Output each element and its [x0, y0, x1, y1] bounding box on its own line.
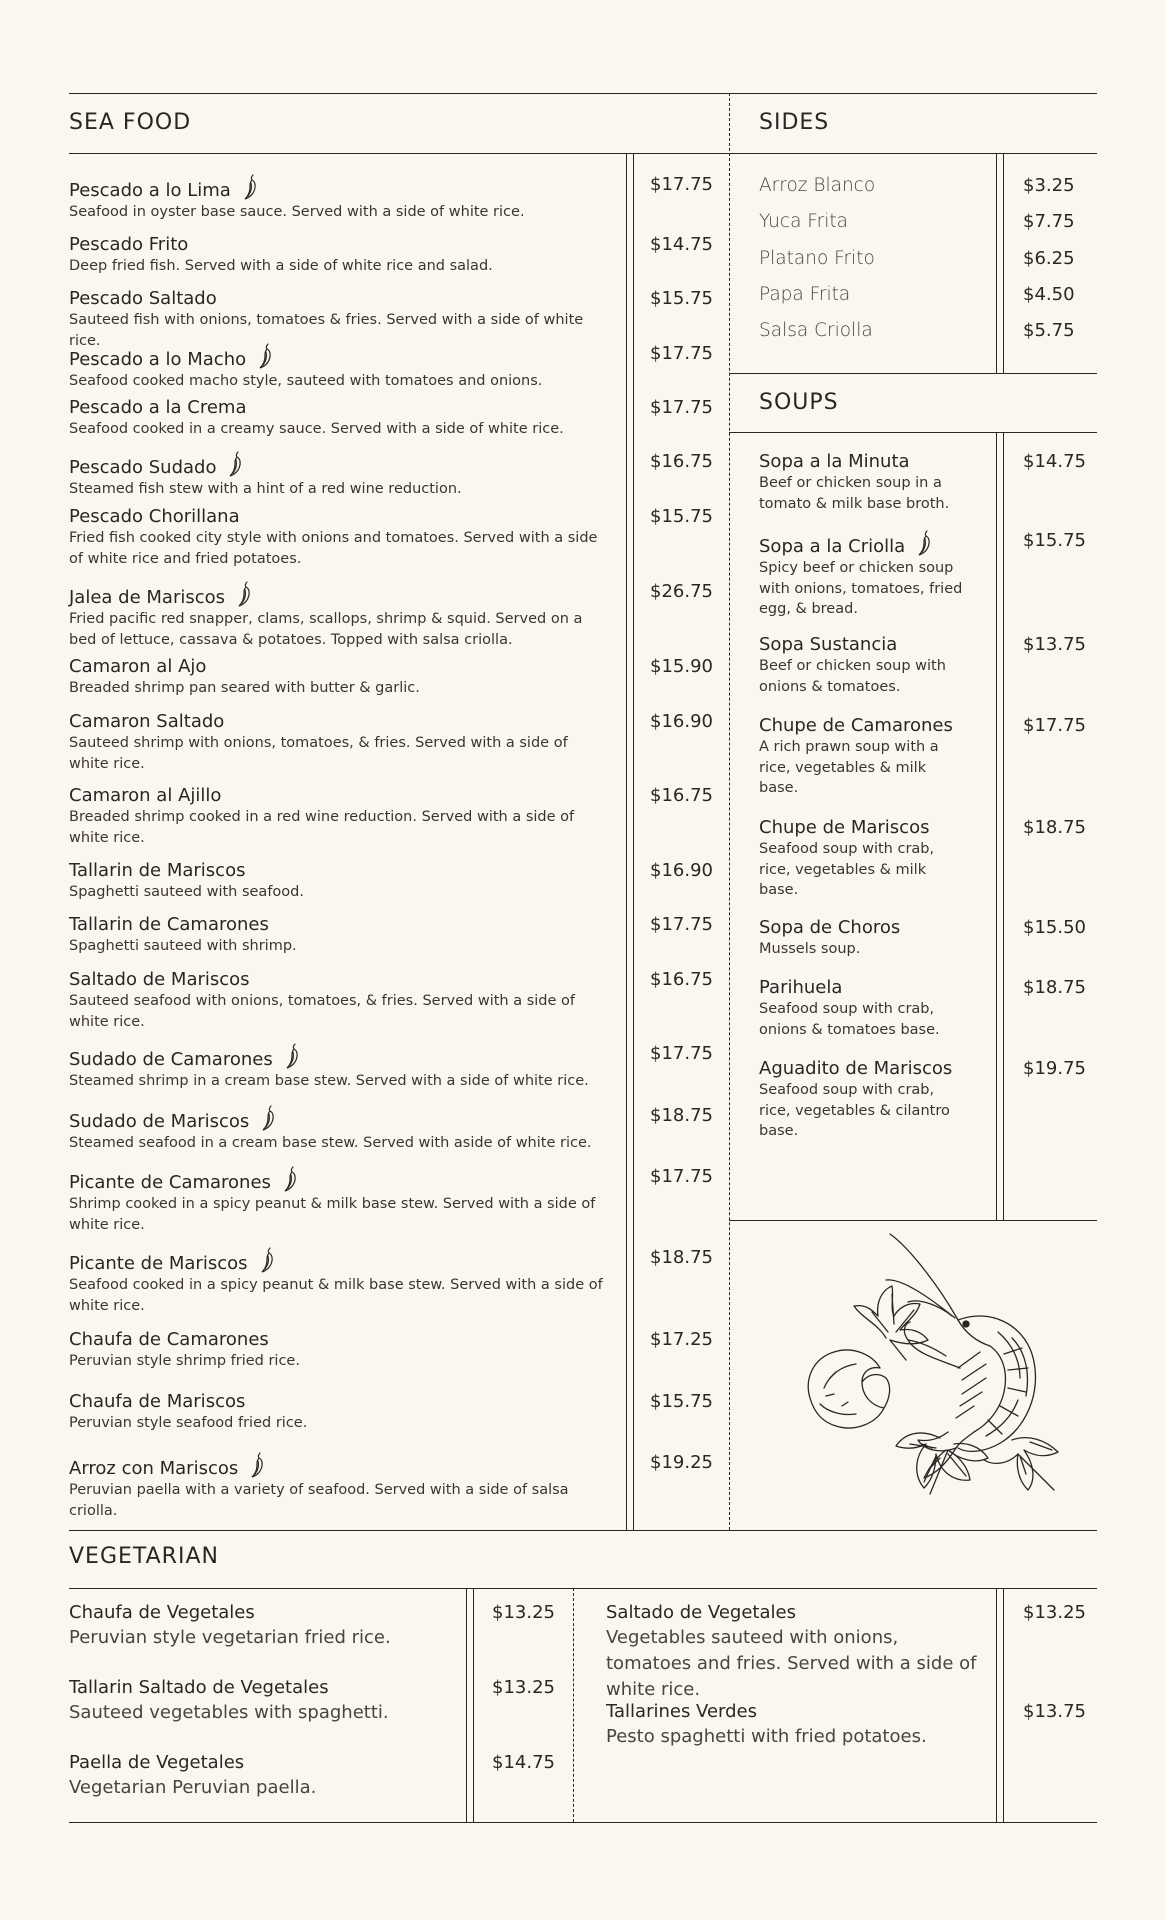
veg-right-price-rule-b	[1003, 1588, 1004, 1822]
seafood-item-name-line	[69, 1247, 609, 1275]
seafood-item-desc: Peruvian style seafood fried rice.	[69, 1415, 308, 1431]
seafood-item-name: Sudado de Mariscos	[69, 1111, 250, 1132]
seafood-item-desc: Sauteed fish with onions, tomatoes & fries. Served with a side of white rice.	[69, 312, 584, 349]
seafood-title: SEA FOOD	[69, 110, 192, 135]
seafood-price-rule-b	[633, 153, 634, 1530]
soup-item-name-line	[759, 977, 969, 999]
soup-item-desc: A rich prawn soup with a rice, vegetables & milk base.	[759, 739, 939, 796]
vegetarian-item	[69, 1751, 449, 1801]
seafood-item-price: $17.25	[650, 1329, 713, 1350]
seafood-item-desc: Steamed fish stew with a hint of a red wine reduction.	[69, 481, 462, 497]
seafood-item-price: $15.75	[650, 506, 713, 527]
seafood-item-desc: Seafood cooked in a creamy sauce. Served with a side of white rice.	[69, 421, 564, 437]
soup-item-name-line	[759, 917, 969, 939]
sides-price-rule-b	[1003, 153, 1004, 373]
seafood-item-name: Picante de Mariscos	[69, 1253, 248, 1274]
seafood-item-name: Camaron Saltado	[69, 711, 225, 732]
chili-pepper-icon	[258, 343, 274, 369]
side-item-name: Yuca Frita	[759, 211, 848, 232]
vegetarian-title: VEGETARIAN	[69, 1544, 219, 1569]
side-item-name: Salsa Criolla	[759, 320, 873, 341]
vegetarian-item	[69, 1676, 449, 1726]
chili-pepper-icon	[250, 1452, 266, 1478]
vegetarian-item	[69, 1601, 449, 1651]
soup-item-desc: Beef or chicken soup in a tomato & milk base broth.	[759, 475, 950, 512]
soup-item-name-line	[759, 1058, 969, 1080]
seafood-item-name-line	[69, 969, 609, 991]
seafood-item	[69, 860, 609, 903]
seafood-item-name-line	[69, 1043, 609, 1071]
soup-item-name: Aguadito de Mariscos	[759, 1058, 953, 1079]
seafood-item-desc: Steamed shrimp in a cream base stew. Served with a side of white rice.	[69, 1073, 589, 1089]
soup-item-name: Sopa a la Minuta	[759, 451, 910, 472]
chili-pepper-icon	[228, 451, 244, 477]
soup-item-price: $18.75	[1023, 817, 1086, 838]
soup-item	[759, 977, 969, 1040]
seafood-item-name: Tallarin de Mariscos	[69, 860, 246, 881]
vegetarian-item	[606, 1700, 986, 1750]
seafood-item	[69, 451, 609, 500]
soup-item	[759, 634, 969, 697]
soup-item-name: Sopa Sustancia	[759, 634, 898, 655]
seafood-item-name: Sudado de Camarones	[69, 1049, 273, 1070]
soup-item-desc: Seafood soup with crab, onions & tomatoes base.	[759, 1001, 940, 1038]
soups-bottom-rule	[729, 1220, 1097, 1221]
seafood-item-name: Pescado Sudado	[69, 457, 217, 478]
soup-item-price: $15.75	[1023, 530, 1086, 551]
soup-item-name: Chupe de Mariscos	[759, 817, 930, 838]
soups-price-rule-b	[1003, 432, 1004, 1220]
seafood-item-name-line	[69, 711, 609, 733]
seafood-item-name: Pescado Saltado	[69, 288, 217, 309]
seafood-item-desc: Sauteed shrimp with onions, tomatoes, & fries. Served with a side of white rice.	[69, 735, 568, 772]
seafood-item-name: Chaufa de Camarones	[69, 1329, 269, 1350]
seafood-item-name-line	[69, 397, 609, 419]
seafood-item-name-line	[69, 581, 609, 609]
vegetarian-bottom-rule	[69, 1822, 1097, 1823]
seafood-item-price: $16.75	[650, 451, 713, 472]
soup-item	[759, 917, 969, 960]
side-item-name: Papa Frita	[759, 284, 851, 305]
seafood-item-price: $15.75	[650, 288, 713, 309]
vegetarian-item-desc: Pesto spaghetti with fried potatoes.	[606, 1726, 927, 1747]
seafood-item-price: $17.75	[650, 174, 713, 195]
vegetarian-item-price: $13.25	[492, 1602, 555, 1623]
seafood-item-name: Pescado a lo Lima	[69, 180, 231, 201]
column-divider	[729, 93, 730, 1530]
seafood-item-price: $17.75	[650, 1043, 713, 1064]
seafood-item	[69, 1105, 609, 1154]
seafood-item-price: $16.75	[650, 969, 713, 990]
seafood-item-price: $15.90	[650, 656, 713, 677]
seafood-item-desc: Peruvian style shrimp fried rice.	[69, 1353, 300, 1369]
seafood-item-price: $19.25	[650, 1452, 713, 1473]
soups-title-rule	[729, 432, 1097, 433]
soups-price-rule-a	[996, 432, 997, 1220]
vegetarian-item-price: $13.25	[1023, 1602, 1086, 1623]
seafood-item-desc: Spaghetti sauteed with seafood.	[69, 884, 304, 900]
seafood-item-name: Tallarin de Camarones	[69, 914, 269, 935]
seafood-item-desc: Shrimp cooked in a spicy peanut & milk base stew. Served with a side of white rice.	[69, 1196, 596, 1233]
side-item-price: $4.50	[1023, 284, 1075, 305]
soup-item-desc: Beef or chicken soup with onions & tomatoes.	[759, 658, 946, 695]
soup-item-name-line	[759, 530, 969, 558]
seafood-item-name: Pescado Chorillana	[69, 506, 240, 527]
seafood-item-desc: Seafood cooked macho style, sauteed with tomatoes and onions.	[69, 373, 543, 389]
seafood-item	[69, 969, 609, 1032]
seafood-item	[69, 656, 609, 699]
seafood-item-name: Pescado a lo Macho	[69, 349, 247, 370]
seafood-item-desc: Peruvian paella with a variety of seafood. Served with a side of salsa criolla.	[69, 1482, 569, 1519]
seafood-item-desc: Seafood in oyster base sauce. Served with a side of white rice.	[69, 204, 525, 220]
chili-pepper-icon	[283, 1166, 299, 1192]
soup-item-name-line	[759, 634, 969, 656]
seafood-item-name-line	[69, 174, 609, 202]
soup-item-price: $13.75	[1023, 634, 1086, 655]
seafood-item	[69, 1043, 609, 1092]
seafood-item-price: $15.75	[650, 1391, 713, 1412]
side-item-price: $7.75	[1023, 211, 1075, 232]
vegetarian-item-desc: Sauteed vegetables with spaghetti.	[69, 1702, 389, 1723]
veg-left-price-rule-a	[466, 1588, 467, 1822]
sides-price-rule-a	[996, 153, 997, 373]
seafood-item-price: $18.75	[650, 1247, 713, 1268]
seafood-item-price: $16.90	[650, 860, 713, 881]
chili-pepper-icon	[237, 581, 253, 607]
vegetarian-item-price: $13.75	[1023, 1701, 1086, 1722]
seafood-item-name-line	[69, 1329, 609, 1351]
seafood-item	[69, 1391, 609, 1434]
seafood-item	[69, 914, 609, 957]
seafood-item-desc: Breaded shrimp pan seared with butter & garlic.	[69, 680, 420, 696]
seafood-item	[69, 288, 609, 351]
seafood-item	[69, 711, 609, 774]
seafood-item-name-line	[69, 1391, 609, 1413]
soup-item-price: $18.75	[1023, 977, 1086, 998]
vegetarian-item-name: Chaufa de Vegetales	[69, 1602, 255, 1623]
vegetarian-top-rule	[69, 1530, 1097, 1531]
vegetarian-item-name: Tallarin Saltado de Vegetales	[69, 1677, 329, 1698]
seafood-item	[69, 1329, 609, 1372]
seafood-item-name-line	[69, 343, 609, 371]
soups-title: SOUPS	[759, 390, 839, 415]
side-item-price: $6.25	[1023, 248, 1075, 269]
seafood-item-name-line	[69, 914, 609, 936]
seafood-item-desc: Seafood cooked in a spicy peanut & milk base stew. Served with a side of white rice.	[69, 1277, 603, 1314]
seafood-item-price: $17.75	[650, 1166, 713, 1187]
soup-item	[759, 715, 969, 799]
soup-item	[759, 451, 969, 514]
vegetarian-item-name: Saltado de Vegetales	[606, 1602, 796, 1623]
seafood-item-name-line	[69, 506, 609, 528]
side-item-price: $3.25	[1023, 175, 1075, 196]
chili-pepper-icon	[261, 1105, 277, 1131]
vegetarian-title-rule	[69, 1588, 1097, 1589]
soup-item-price: $17.75	[1023, 715, 1086, 736]
seafood-item-price: $14.75	[650, 234, 713, 255]
side-item-name: Arroz Blanco	[759, 175, 876, 196]
seafood-item	[69, 1166, 609, 1235]
sides-bottom-rule	[729, 373, 1097, 374]
seafood-item-price: $16.75	[650, 785, 713, 806]
seafood-item-price: $17.75	[650, 914, 713, 935]
soup-item-name-line	[759, 451, 969, 473]
seafood-item	[69, 234, 609, 277]
seafood-item	[69, 506, 609, 569]
veg-right-price-rule-a	[996, 1588, 997, 1822]
seafood-item-name: Picante de Camarones	[69, 1172, 271, 1193]
seafood-item-name-line	[69, 288, 609, 310]
soup-item-name: Sopa de Choros	[759, 917, 901, 938]
seafood-item-desc: Fried fish cooked city style with onions and tomatoes. Served with a side of white rice and fried potatoes.	[69, 530, 598, 567]
seafood-item	[69, 1452, 609, 1521]
seafood-item-price: $26.75	[650, 581, 713, 602]
seafood-item-name-line	[69, 860, 609, 882]
seafood-item-name: Pescado Frito	[69, 234, 189, 255]
seafood-item-price: $17.75	[650, 397, 713, 418]
vegetarian-item-name: Paella de Vegetales	[69, 1752, 245, 1773]
seafood-item	[69, 785, 609, 848]
soup-item-name-line	[759, 817, 969, 839]
vegetarian-item-desc: Vegetables sauteed with onions, tomatoes and fries. Served with a side of white rice.	[606, 1627, 977, 1700]
top-rule	[69, 93, 1097, 94]
seafood-item-price: $17.75	[650, 343, 713, 364]
soup-item-price: $15.50	[1023, 917, 1086, 938]
veg-column-divider	[573, 1588, 574, 1822]
seafood-item-desc: Deep fried fish. Served with a side of white rice and salad.	[69, 258, 493, 274]
seafood-item-name: Camaron al Ajillo	[69, 785, 222, 806]
seafood-price-rule-a	[626, 153, 627, 1530]
seafood-item-price: $18.75	[650, 1105, 713, 1126]
seafood-item-name: Pescado a la Crema	[69, 397, 247, 418]
chili-pepper-icon	[285, 1043, 301, 1069]
seafood-item-price: $16.90	[650, 711, 713, 732]
seafood-item-desc: Spaghetti sauteed with shrimp.	[69, 938, 297, 954]
soup-item-name: Sopa a la Criolla	[759, 536, 906, 557]
seafood-item	[69, 397, 609, 440]
vegetarian-item-desc: Vegetarian Peruvian paella.	[69, 1777, 317, 1798]
seafood-item-desc: Fried pacific red snapper, clams, scallops, shrimp & squid. Served on a bed of lettuce, cassava & potatoes. Topped with salsa criolla.	[69, 611, 583, 648]
soup-item-name: Parihuela	[759, 977, 843, 998]
seafood-item-name-line	[69, 1105, 609, 1133]
vegetarian-item-price: $14.75	[492, 1752, 555, 1773]
seafood-item-name-line	[69, 785, 609, 807]
seafood-item-name-line	[69, 451, 609, 479]
soup-item-name: Chupe de Camarones	[759, 715, 953, 736]
seafood-item	[69, 174, 609, 223]
seafood-item-name: Saltado de Mariscos	[69, 969, 250, 990]
veg-left-price-rule-b	[473, 1588, 474, 1822]
soup-item	[759, 817, 969, 901]
seafood-item-name: Arroz con Mariscos	[69, 1458, 239, 1479]
seafood-item-name: Chaufa de Mariscos	[69, 1391, 246, 1412]
vegetarian-item-price: $13.25	[492, 1677, 555, 1698]
soup-item-desc: Seafood soup with crab, rice, vegetables & cilantro base.	[759, 1082, 950, 1139]
seafood-item	[69, 1247, 609, 1316]
seafood-item-name-line	[69, 234, 609, 256]
seafood-item-name-line	[69, 1452, 609, 1480]
soup-item-desc: Mussels soup.	[759, 941, 861, 957]
seafood-item-name: Jalea de Mariscos	[69, 587, 226, 608]
seafood-title-rule	[69, 153, 729, 154]
vegetarian-item-name: Tallarines Verdes	[606, 1701, 758, 1722]
side-item-name: Platano Frito	[759, 248, 875, 269]
seafood-item-name-line	[69, 1166, 609, 1194]
side-item-price: $5.75	[1023, 320, 1075, 341]
soup-item-desc: Seafood soup with crab, rice, vegetables & milk base.	[759, 841, 935, 898]
seafood-item-name-line	[69, 656, 609, 678]
soup-item	[759, 1058, 969, 1142]
seafood-item-desc: Sauteed seafood with onions, tomatoes, & fries. Served with a side of white rice.	[69, 993, 576, 1030]
chili-pepper-icon	[243, 174, 259, 200]
vegetarian-item	[606, 1601, 986, 1703]
chili-pepper-icon	[260, 1247, 276, 1273]
soup-item-name-line	[759, 715, 969, 737]
soup-item	[759, 530, 969, 620]
shrimp-illustration	[790, 1228, 1080, 1518]
soup-item-desc: Spicy beef or chicken soup with onions, tomatoes, fried egg, & bread.	[759, 560, 963, 617]
soup-item-price: $14.75	[1023, 451, 1086, 472]
seafood-item-desc: Breaded shrimp cooked in a red wine reduction. Served with a side of white rice.	[69, 809, 575, 846]
sides-title: SIDES	[759, 110, 830, 135]
seafood-item-name: Camaron al Ajo	[69, 656, 207, 677]
seafood-item	[69, 343, 609, 392]
sides-title-rule	[729, 153, 1097, 154]
vegetarian-item-desc: Peruvian style vegetarian fried rice.	[69, 1627, 391, 1648]
seafood-item	[69, 581, 609, 650]
chili-pepper-icon	[917, 530, 933, 556]
soup-item-price: $19.75	[1023, 1058, 1086, 1079]
seafood-item-desc: Steamed seafood in a cream base stew. Served with aside of white rice.	[69, 1135, 592, 1151]
